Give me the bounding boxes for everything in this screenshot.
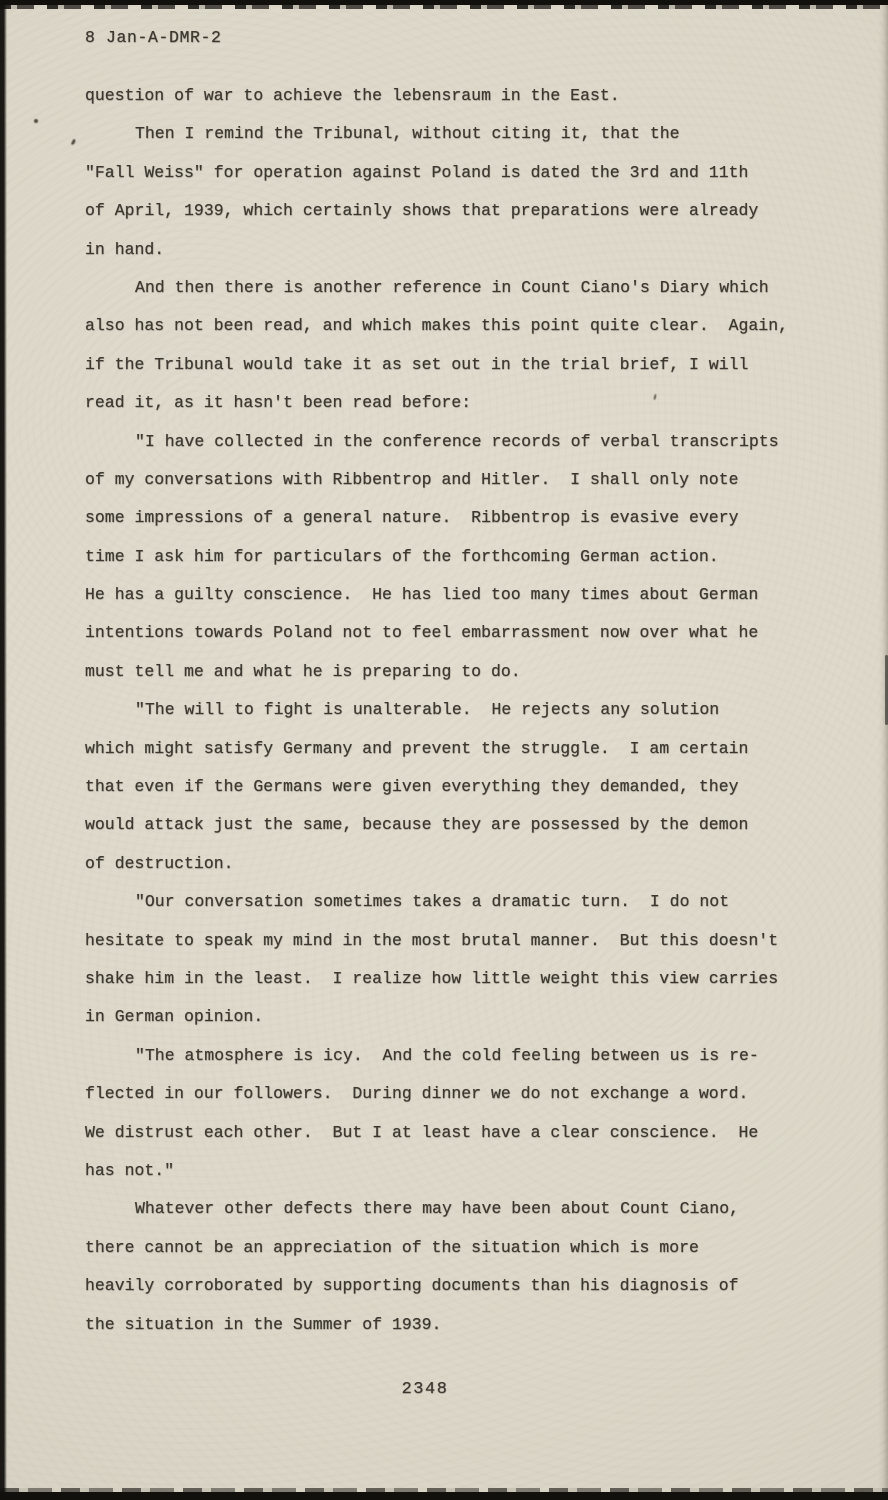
text-line: "The will to fight is unalterable. He rejects any solution — [135, 700, 720, 720]
text-line: in hand. — [85, 239, 165, 259]
text-line: heavily corroborated by supporting documents than his diagnosis of — [85, 1276, 739, 1296]
text-line: flected in our followers. During dinner we do not exchange a word. — [85, 1084, 749, 1104]
text-line: some impressions of a general nature. Ribbentrop is evasive every — [85, 508, 739, 528]
text-line: "Our conversation sometimes takes a dramatic turn. I do not — [135, 892, 730, 912]
text-line: "Fall Weiss" for operation against Poland is dated the 3rd and 11th — [85, 162, 749, 182]
text-line: question of war to achieve the lebensraum in the East. — [85, 86, 620, 105]
text-line: if the Tribunal would take it as set out in the trial brief, I will — [85, 354, 749, 374]
text-line: of April, 1939, which certainly shows that preparations were already — [85, 201, 759, 221]
text-line: that even if the Germans were given everything they demanded, they — [85, 777, 739, 797]
text-line: read it, as it hasn't been read before: — [85, 393, 472, 413]
scan-speck — [34, 119, 38, 123]
scan-speck — [71, 139, 76, 146]
text-line: would attack just the same, because they are possessed by the demon — [85, 815, 749, 835]
text-line: which might satisfy Germany and prevent the struggle. I am certain — [85, 738, 749, 758]
scan-edge-left — [0, 0, 7, 1500]
document-header: 8 Jan-A-DMR-2 — [85, 28, 222, 47]
text-line: time I ask him for particulars of the forthcoming German action. — [85, 546, 719, 566]
text-line: also has not been read, and which makes this point quite clear. Again, — [85, 316, 789, 336]
text-line: hesitate to speak my mind in the most brutal manner. But this doesn't — [85, 930, 779, 950]
text-line: shake him in the least. I realize how little weight this view carries — [85, 968, 779, 988]
text-line: of my conversations with Ribbentrop and Hitler. I shall only note — [85, 469, 739, 489]
scan-edge-top — [0, 0, 888, 5]
text-line: "I have collected in the conference records of verbal transcripts — [135, 431, 779, 451]
document-body — [85, 86, 805, 1353]
text-line: Then I remind the Tribunal, without citing it, that the — [135, 124, 680, 144]
text-line: intentions towards Poland not to feel embarrassment now over what he — [85, 623, 759, 643]
text-line: Whatever other defects there may have been about Count Ciano, — [135, 1199, 739, 1219]
text-line: of destruction. — [85, 853, 234, 873]
scan-edge-bottom — [0, 1492, 888, 1500]
text-line: "The atmosphere is icy. And the cold feeling between us is re- — [135, 1045, 759, 1065]
text-line: must tell me and what he is preparing to do. — [85, 661, 521, 681]
text-line: has not." — [85, 1160, 175, 1180]
text-line: We distrust each other. But I at least have a clear conscience. He — [85, 1122, 759, 1142]
page-number: 2348 — [401, 1380, 449, 1399]
text-line: He has a guilty conscience. He has lied too many times about German — [85, 585, 759, 605]
text-line: there cannot be an appreciation of the situation which is more — [85, 1237, 699, 1257]
text-line: the situation in the Summer of 1939. — [85, 1314, 442, 1334]
text-line: in German opinion. — [85, 1007, 264, 1027]
text-line: And then there is another reference in Count Ciano's Diary which — [135, 277, 769, 297]
